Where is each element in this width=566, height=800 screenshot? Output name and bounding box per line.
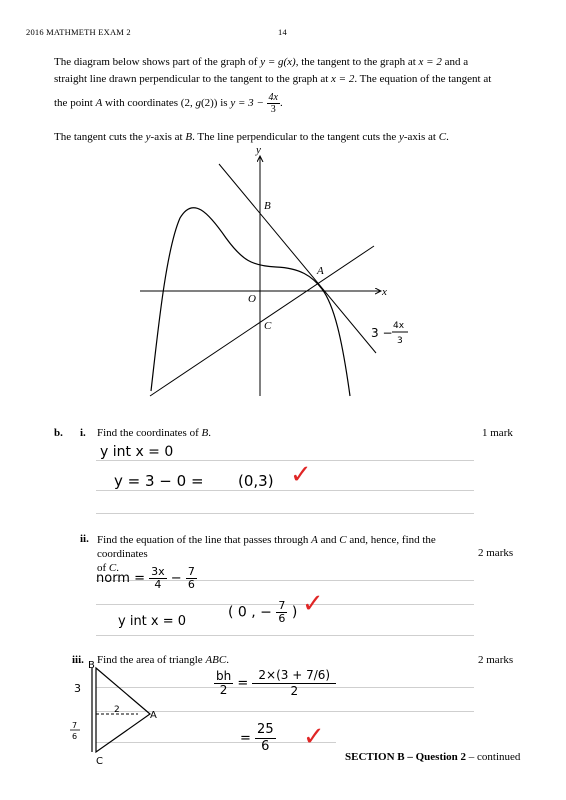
page-number: 14 — [278, 27, 287, 37]
part-biii-number: iii. — [72, 654, 84, 666]
bi-handwriting-1: y int x = 0 — [100, 444, 174, 460]
tangent-line — [219, 164, 376, 353]
origin-label: O — [248, 293, 256, 305]
bii-handwriting-answer: ( 0 , − $\frac{7}{6}$ ) — [228, 599, 298, 625]
triangle-label-c: C — [96, 756, 103, 767]
answer-line — [96, 513, 474, 514]
answer-line — [96, 460, 474, 461]
bi-handwriting-2: y = 3 − 0 = — [114, 472, 204, 490]
point-c-label: C — [264, 320, 272, 332]
tick-mark: ✓ — [303, 722, 325, 752]
triangle-length-76-den: 6 — [72, 732, 78, 741]
answer-line — [96, 635, 474, 636]
bi-handwriting-answer: (0,3) — [238, 472, 274, 490]
part-bii-question: Find the equation of the line that passes through A and C and, hence, find the coordinates of C. — [97, 534, 436, 574]
part-biii-marks: 2 marks — [478, 654, 514, 666]
tangent-fraction: $\frac{4x}{3}$ — [268, 92, 278, 115]
footer-continued: SECTION B – Question 2 – continued — [345, 751, 521, 763]
triangle-sketch — [58, 660, 168, 770]
part-bii-number: ii. — [80, 533, 89, 545]
part-bii-marks: 2 marks — [478, 547, 514, 559]
triangle-length-76-num: 7 — [72, 721, 78, 730]
tangent-annotation: 3 − — [371, 326, 393, 340]
triangle-length-3: 3 — [74, 682, 81, 695]
biii-handwriting-1: $\frac{bh}{2}$ = $\frac{2\times(3 + 7/6)}{2}$ — [214, 668, 336, 699]
part-bi-number: i. — [80, 427, 86, 439]
point-a-label: A — [317, 265, 324, 277]
triangle-length-2: 2 — [114, 705, 120, 715]
part-biii-question: Find the area of triangle ABC. — [97, 654, 229, 666]
triangle-abc — [96, 668, 150, 752]
answer-line — [96, 490, 474, 491]
perpendicular-line — [150, 246, 374, 396]
part-b-label: b. — [54, 427, 63, 439]
triangle-label-b: B — [88, 660, 95, 671]
triangle-label-a: A — [150, 710, 157, 721]
tick-mark: ✓ — [302, 589, 324, 619]
bii-handwriting-2: y int x = 0 — [118, 614, 187, 629]
intro-line-2: straight line drawn perpendicular to the tangent to the graph at x = 2. The equation of the tangent at — [54, 73, 492, 85]
intro-line-4: The tangent cuts the y-axis at B. The line perpendicular to the tangent cuts the y-axis at C. — [54, 131, 449, 143]
biii-handwriting-answer: = $\frac{25}{6}$ — [240, 722, 274, 754]
intro-line-1: The diagram below shows part of the graph of y = g(x), the tangent to the graph at x = 2 and a — [54, 56, 469, 68]
intro-line-3: the point A with coordinates (2, g(2)) is y = 3 − $\frac{4x}{3}$ . — [54, 92, 283, 115]
point-b-label: B — [264, 200, 271, 212]
tick-mark: ✓ — [290, 460, 312, 490]
part-bi-question: Find the coordinates of B. — [97, 427, 211, 439]
tangent-annotation-den: 3 — [397, 336, 403, 346]
exam-title: 2016 MATHMETH EXAM 2 — [26, 27, 131, 37]
tangent-annotation-num: 4x — [393, 321, 405, 331]
bii-handwriting-1: norm = $\frac{3x}{4}$ − $\frac{7}{6}$ — [96, 565, 195, 591]
x-axis-label: x — [382, 286, 387, 298]
part-bi-marks: 1 mark — [482, 427, 513, 439]
y-axis-label: y — [256, 144, 261, 156]
